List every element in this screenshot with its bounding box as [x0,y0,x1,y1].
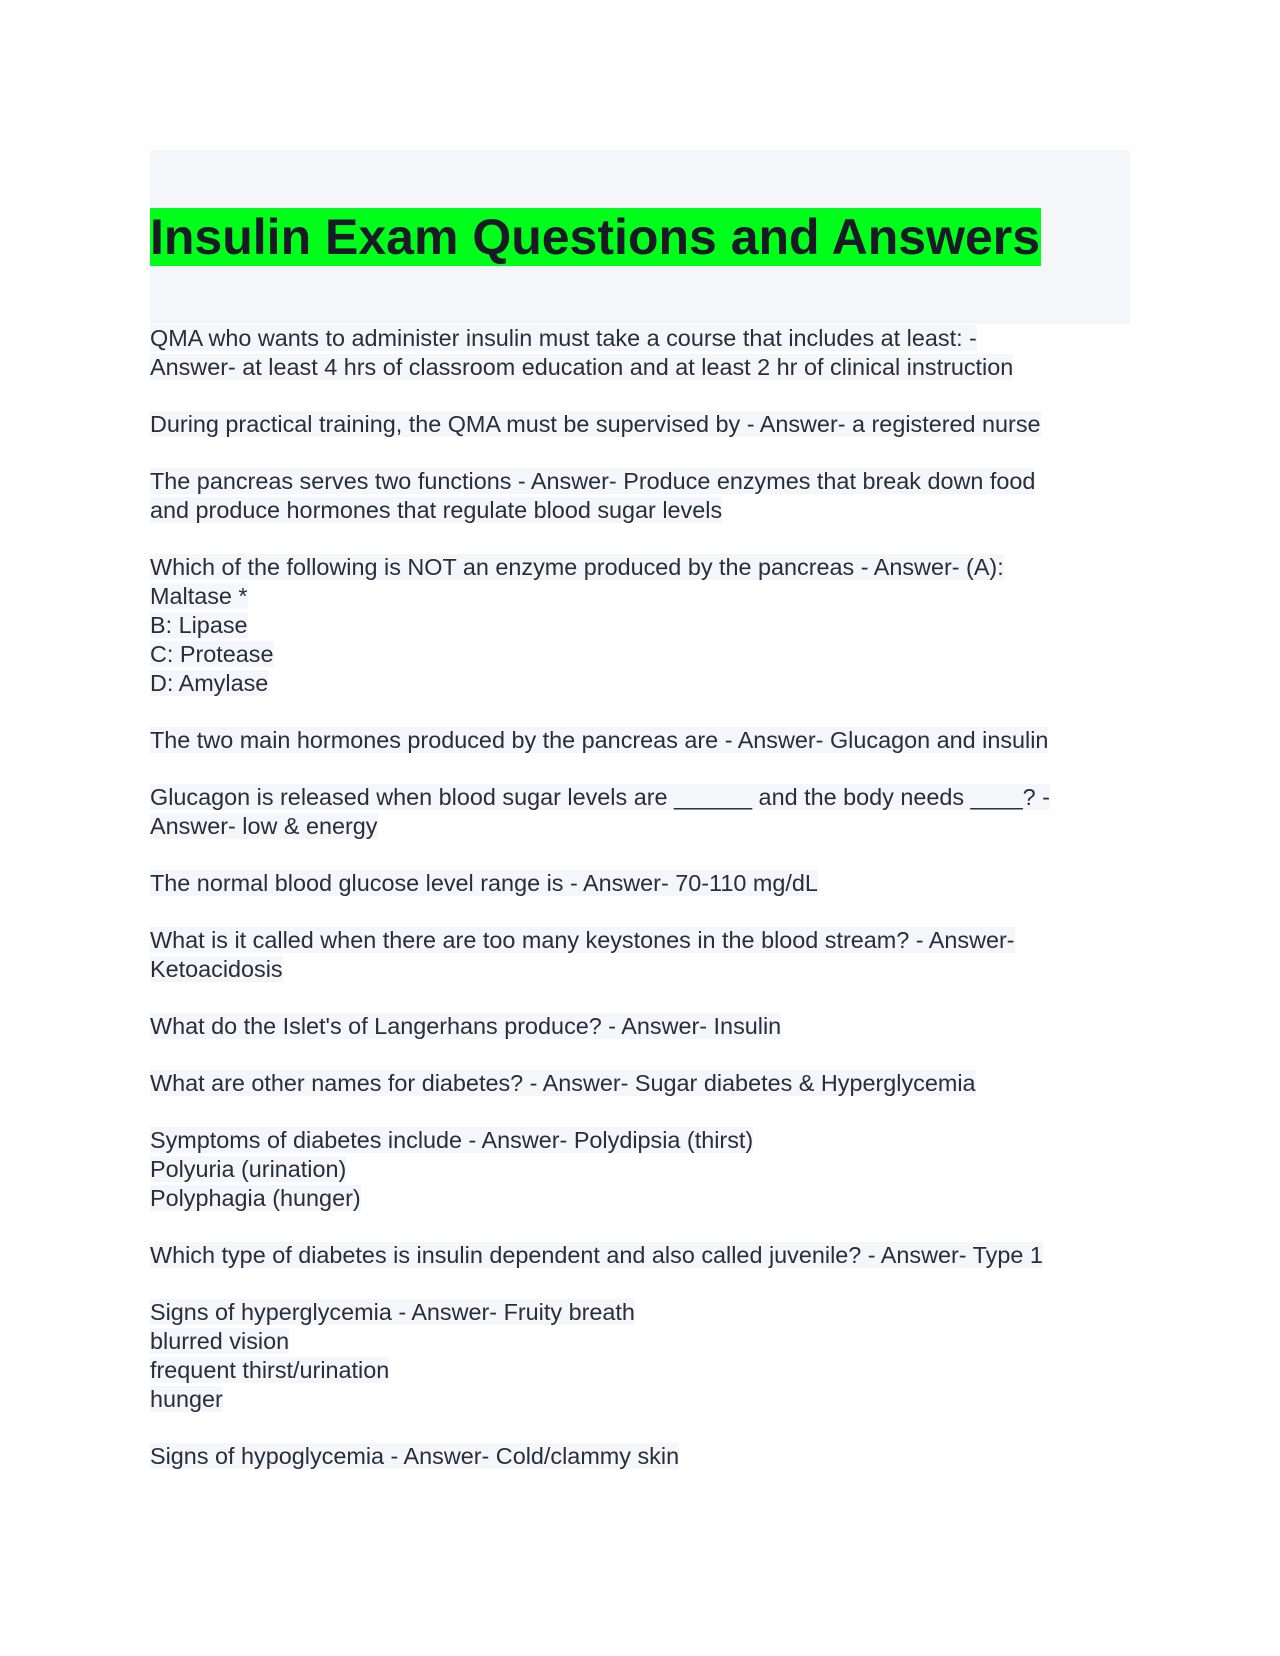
qa-line [150,1126,1130,1155]
qa-line-text: hunger [150,1386,223,1412]
qa-line [150,1241,1130,1270]
qa-line [150,783,1130,812]
qa-line [150,1327,1130,1356]
qa-item [150,410,1130,439]
qa-line [150,1356,1130,1385]
qa-line-text: Polyuria (urination) [150,1156,347,1182]
qa-line [150,926,1130,955]
qa-line [150,553,1130,582]
document-title: Insulin Exam Questions and Answers [150,209,1041,265]
qa-line-text: blurred vision [150,1328,290,1354]
qa-item [150,553,1130,698]
qa-item [150,783,1130,841]
qa-line-text: Signs of hypoglycemia - Answer- Cold/clammy skin [150,1443,680,1469]
qa-item [150,1069,1130,1098]
qa-line [150,324,1130,353]
qa-line-text: and produce hormones that regulate blood sugar levels [150,497,723,523]
qa-line-text: The normal blood glucose level range is - Answer- 70-110 mg/dL [150,870,818,896]
qa-line-text: Ketoacidosis [150,956,283,982]
title-band [150,150,1130,324]
qa-item [150,1241,1130,1270]
qa-line-text: C: Protease [150,641,274,667]
qa-list [150,324,1130,1471]
qa-item [150,1126,1130,1213]
qa-line-text: What do the Islet's of Langerhans produce? - Answer- Insulin [150,1013,782,1039]
qa-item [150,1012,1130,1041]
qa-line-text: Answer- at least 4 hrs of classroom education and at least 2 hr of clinical instruction [150,354,1014,380]
qa-line [150,1155,1130,1184]
qa-line-text: Signs of hyperglycemia - Answer- Fruity breath [150,1299,635,1325]
qa-line-text: Polyphagia (hunger) [150,1185,361,1211]
qa-line [150,611,1130,640]
qa-item [150,324,1130,382]
qa-line-text: The two main hormones produced by the pancreas are - Answer- Glucagon and insulin [150,727,1049,753]
qa-line-text: Maltase * [150,583,248,609]
qa-line-text: Glucagon is released when blood sugar levels are ______ and the body needs ____? - [150,784,1050,810]
qa-line-text: Answer- low & energy [150,813,378,839]
qa-line [150,1442,1130,1471]
qa-line-text: What is it called when there are too many keystones in the blood stream? - Answer- [150,927,1015,953]
qa-line-text: Which type of diabetes is insulin dependent and also called juvenile? - Answer- Type 1 [150,1242,1043,1268]
qa-line [150,869,1130,898]
qa-item [150,1298,1130,1414]
document-page [150,150,1130,1499]
qa-line [150,955,1130,984]
qa-line-text: The pancreas serves two functions - Answer- Produce enzymes that break down food [150,468,1036,494]
qa-line [150,467,1130,496]
qa-line [150,410,1130,439]
qa-line-text: B: Lipase [150,612,248,638]
qa-line-text: Symptoms of diabetes include - Answer- Polydipsia (thirst) [150,1127,754,1153]
qa-line [150,582,1130,611]
qa-line [150,1069,1130,1098]
qa-line-text: QMA who wants to administer insulin must take a course that includes at least: - [150,325,977,351]
qa-line [150,1298,1130,1327]
qa-item [150,926,1130,984]
qa-line-text: frequent thirst/urination [150,1357,390,1383]
qa-line [150,496,1130,525]
qa-line-text: What are other names for diabetes? - Answer- Sugar diabetes & Hyperglycemia [150,1070,976,1096]
qa-line [150,726,1130,755]
qa-line [150,353,1130,382]
qa-line [150,640,1130,669]
qa-item [150,1442,1130,1471]
qa-line [150,1184,1130,1213]
qa-line-text: During practical training, the QMA must be supervised by - Answer- a registered nurse [150,411,1041,437]
qa-item [150,726,1130,755]
qa-line-text: Which of the following is NOT an enzyme produced by the pancreas - Answer- (A): [150,554,1004,580]
qa-item [150,869,1130,898]
qa-line [150,1385,1130,1414]
qa-item [150,467,1130,525]
qa-line [150,812,1130,841]
qa-line [150,669,1130,698]
qa-line-text: D: Amylase [150,670,269,696]
qa-line [150,1012,1130,1041]
